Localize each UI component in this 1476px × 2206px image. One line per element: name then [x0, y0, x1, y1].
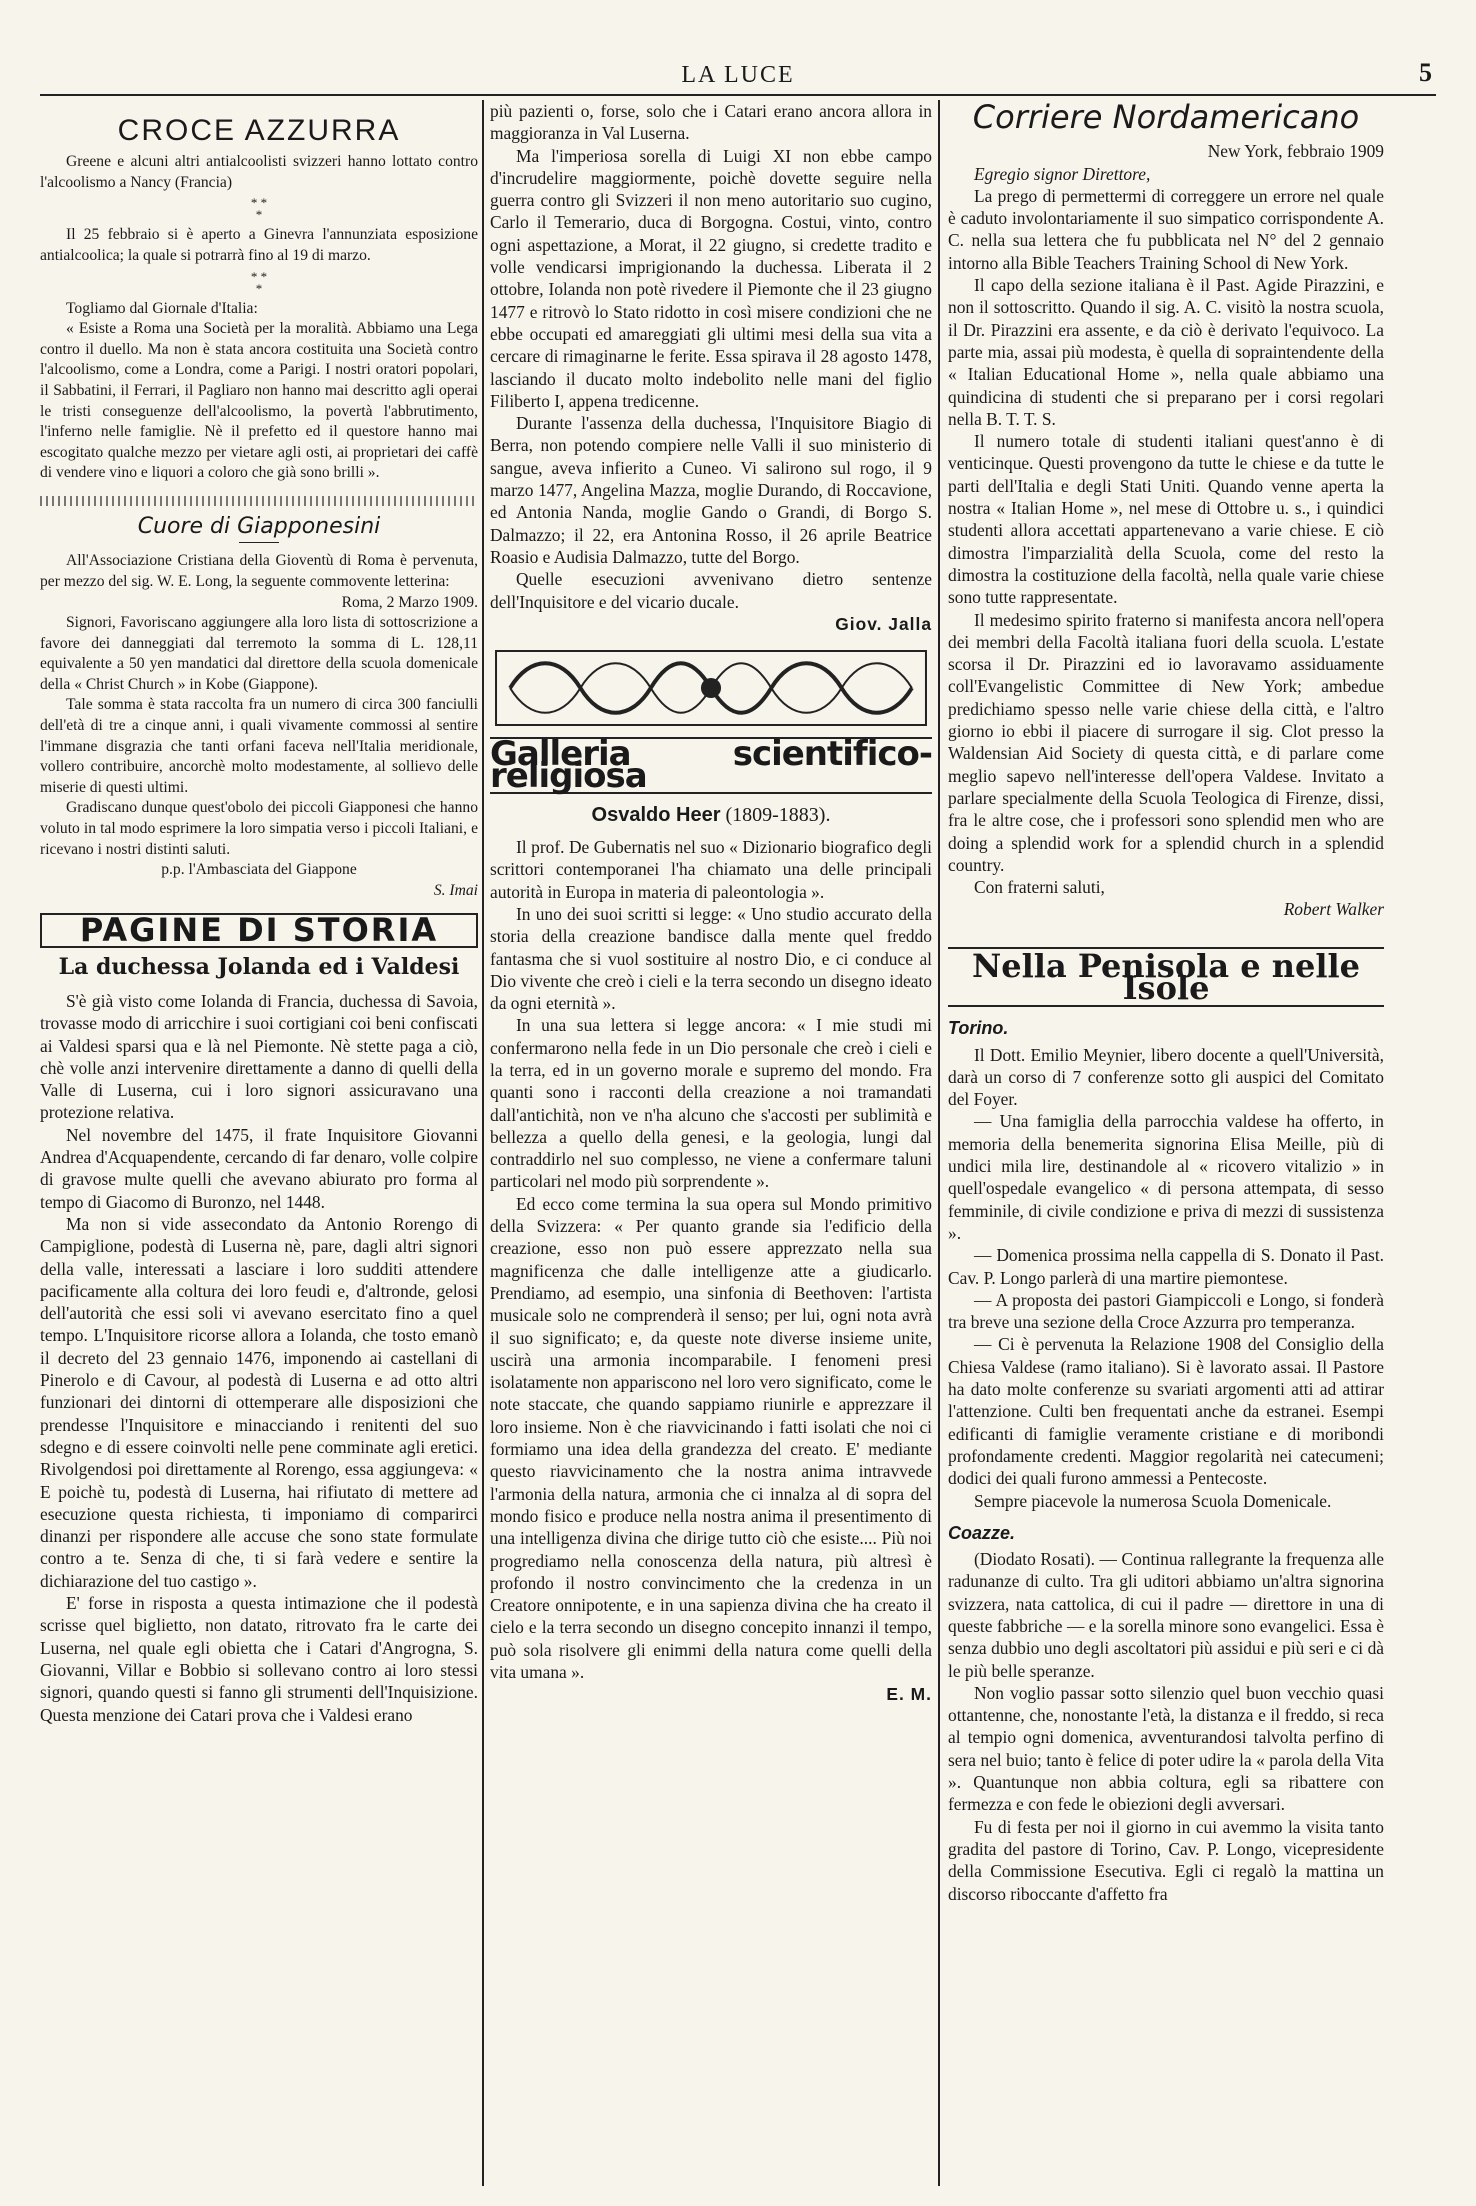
signature: E. M. [886, 1684, 932, 1705]
article-paragraph: E' forse in risposta a questa intimazione che il podestà scrisse quel biglietto, non datato, ritrovato fra le carte dei Luserna, nel quale egli obietta che i Catari d'Angrogna, S. Giovanni, Villar e Bobbio si sollevano contro ai loro stessi signori, quando questi si fanno gli strumenti dell'Inquisizione. Questa menzione dei Catari prova che i Valdesi erano [40, 1593, 478, 1725]
masthead [40, 54, 1436, 96]
galleria-heading: Galleria scientifico-religiosa [490, 734, 932, 797]
wavy-divider [40, 496, 478, 506]
signature: Robert Walker [1283, 899, 1384, 920]
article-paragraph: Gradiscano dunque quest'obolo dei piccoli Giapponesi che hanno voluto in tal modo esprimere la loro simpatia verso i piccoli Italiani, e ricevano i nostri distinti saluti. [40, 799, 478, 858]
column-divider [482, 100, 484, 2186]
ornament-graphic [490, 645, 932, 731]
article-paragraph: S'è già visto come Iolanda di Francia, duchessa di Savoia, trovasse modo di arricchire i suoi cortigiani coi beni confiscati ai Valdesi sparsi qua e là nel Piemonte. Nè stette paga a ciò, chè volle anzi intervenire direttamente a danno di quelli della Valle di Luserna, cui i loro signori assicuravano una protezione relativa. [40, 991, 478, 1123]
section-separator: * * * [250, 268, 268, 296]
article-paragraph: All'Associazione Cristiana della Gioventù di Roma è pervenuta, per mezzo del sig. W. E. Long, la seguente commovente letterina: [40, 552, 478, 590]
article-paragraph: Non voglio passar sotto silenzio quel buon vecchio quasi ottantenne, che, nonostante l'età, la distanza e il freddo, si reca al tempio ogni domenica, avventurandosi talvolta perfino di sera nel buio; tanto è felice di poter udire la « parola della Vita ». Quantunque non abbia coltura, egli sa ribattere con fermezza e con fede le obiezioni degli avversari. [948, 1682, 1384, 1815]
letter-date: Roma, 2 Marzo 1909. [341, 593, 478, 611]
osvaldo-years: (1809-1883). [725, 803, 831, 826]
torino-heading: Torino. [948, 1018, 1009, 1039]
column-1 [40, 100, 478, 2186]
article-paragraph: « Esiste a Roma una Società per la moralità. Abbiamo una Lega contro il duello. Ma non è stata ancora costituita una Società contro l'alcoolismo, come a Londra, come a Parigi. I nostri oratori popolari, il Sabbatini, il Ferrari, il Pagliaro non hanno mai descritto agli operai le tristi conseguenze dell'alcoolismo, la povertà l'abbrutimento, l'inferno nelle famiglie. Nè il prefetto ed il questore hanno mai escogitato qualche mezzo per vietare agli osti, ai proprietari dei caffè di vendere vino e liquori a coloro che già sono brilli ». [40, 320, 478, 482]
article-paragraph: Il capo della sezione italiana è il Past. Agide Pirazzini, e non il sottoscritto. Quando il sig. A. C. visitò la nostra scuola, il Dr. Pirazzini era assente, e da ciò è derivato l'equivoco. La parte mia, assai più modesta, è quella di sopraintendente della « Italian Educational Home », nella quale abbiamo una quindicina di studenti che si preparano per i corsi regolari nella B. T. T. S. [948, 275, 1384, 429]
dateline: New York, febbraio 1909 [1207, 141, 1384, 162]
article-paragraph: La prego di permettermi di correggere un errore nel quale è caduto involontariamente il suo simpatico corrispondente A. C. nella sua lettera che fu pubblicata nel N° del 2 gennaio intorno alla Bible Teachers Training School di New York. [948, 185, 1384, 273]
column-2 [490, 100, 932, 2186]
article-paragraph: Ma l'imperiosa sorella di Luigi XI non ebbe campo d'incrudelire maggiormente, poichè dovette seguire nella guerra contro gli Svizzeri il non meno autoritario suo cugino, Carlo il Temerario, duca di Borgogna. Costui, vinto, contro ogni aspettazione, a Morat, il 22 giugno, si credette tradito e volle vendicarsi imprigionando la duchessa. Liberata il 2 ottobre, Iolanda non potè rivedere il Piemonte che il 23 giugno 1477 e ritrovò lo Stato ridotto in così misere condizioni che ne ebbe occupati ed amareggiati gli ultimi mesi della sua vita a cercare di rimaginarne le ferite. Essa spirava il 28 agosto 1478, lasciando il ducato molto indebolito nelle mani del figlio Filiberto I, appena tredicenne. [490, 145, 932, 411]
page-number: 5 [1419, 58, 1432, 87]
storia-subheading: La duchessa Jolanda ed i Valdesi [58, 953, 460, 980]
osvaldo-heading [490, 804, 932, 826]
article-paragraph: (Diodato Rosati). — Continua rallegrante la frequenza alle radunanze di culto. Tra gli uditori abbiamo un'altra signorina svizzera, nata cattolica, di cui il padre — direttore in una di queste fabbriche — e la sorella minore sono evangelici. Essa è senza dubbio uno degli ascoltatori più assidui e più seri e ci dà le più belle speranze. [948, 1549, 1384, 1681]
article-paragraph: — Una famiglia della parrocchia valdese ha offerto, in memoria della benemerita signorina Elisa Meille, più di undici mila lire, destinandole al « ricovero vitalizio » in quell'ospedale evangelico « di persona attempata, di sesso femminile, di civile condizione e priva di mezzi di sussistenza ». [948, 1111, 1384, 1243]
newspaper-title: LA LUCE [681, 62, 795, 88]
article-paragraph: Sempre piacevole la numerosa Scuola Domenicale. [974, 1490, 1332, 1511]
article-paragraph: Ed ecco come termina la sua opera sul Mondo primitivo della Svizzera: « Per quanto grande sia l'edificio della creazione, esso non può essere apprezzato nella sua magnificenza che dalle intelligenze atte a giudicarlo. Prendiamo, ad esempio, una sinfonia di Beethoven: l'artista musicale solo ne comprenderà il senso; per lui, ogni nota avrà il suo significato; e, da queste note diverse insieme unite, uscirà una armonia incomparabile. I fenomeni presi isolatamente non appariscono nel loro vero significato, come le note staccate, che quando sappiamo riunirle e apprezzare il loro insieme. Non è che riavvicinando i fatti isolati che noi ci formiamo una idea della grandezza del creato. E' mediante questo riavvicinamento che la nostra anima intravvede l'armonia della natura, armonia che ci innalza al di sopra del mondo fisico e produce nella nostra anima il presentimento di una intelligenza divina che dirige tutto ciò che esiste.... Più noi progrediamo nella conoscenza della natura, più altresì è profondo il nostro convincimento che la credenza in un Creatore onnipotente, e in una sapienza divina che ha creato il cielo e la terra secondo un disegno concepito innanzi il tempo, può sola risolvere gli enimmi della natura come quelli della vita umana ». [490, 1193, 932, 1682]
article-paragraph: più pazienti o, forse, solo che i Catari erano ancora allora in maggioranza in Val Luserna. [490, 101, 932, 144]
article-paragraph: Il prof. De Gubernatis nel suo « Dizionario biografico degli scrittori contemporanei l'ha chiamato una delle principali autorità in Europa in materia di paleontologia ». [490, 837, 932, 902]
signature-line: p.p. l'Ambasciata del Giappone [161, 861, 357, 879]
article-paragraph: Il 25 febbraio si è aperto a Ginevra l'annunziata esposizione antialcoolica; la quale si potrarrà fino al 19 di marzo. [40, 226, 478, 265]
decorative-ornament [490, 645, 932, 731]
column-divider [938, 100, 940, 2186]
short-rule [239, 542, 279, 543]
article-paragraph: Durante l'assenza della duchessa, l'Inquisitore Biagio di Berra, non potendo compiere nelle Valli il suo ministerio di sangue, aveva infierito a Cuneo. Vi salirono sul rogo, il 9 marzo 1477, Angelina Mazza, moglie Durando, di Roccavione, ed Antonia Nanda, moglie Gando o Grandi, di Borgo S. Dalmazzo; il 22, era Antonina Rosso, il 26 aprile Beatrice Roasio e Audisia Dalmazzo, tutte del Borgo. [490, 413, 932, 567]
article-paragraph: In uno dei suoi scritti si legge: « Uno studio accurato della storia della creazione bandisce dalla mente quel freddo fantasma che si vuol sostituire al nostro Dio, e ci conduce al Dio vivente che creò i cieli e la terra secondo un disegno ideato da ogni eternità ». [490, 903, 932, 1014]
article-paragraph: Il medesimo spirito fraterno si manifesta ancora nell'opera dei membri della Facoltà italiana fuori della scuola. L'estate scorsa il Dr. Pirazzini ed io lavoravamo assiduamente coll'Evangelistic Committee di New York; ambedue predichiamo spesso nelle varie chiese della città, e l'altro giorno io ebbi il piacere di surrogare il sig. Clot presso la Waldensian Aid Society di questa città, e di parlare come meglio sapevo nell'interesse dell'opera Valdese. Invitato a parlare specialmente della Scuola Teologica di Firenze, dissi, fra le altre cose, che i professori sono splendid men who are doing a splendid work for a splendid church in a splendid country. [948, 609, 1384, 875]
article-paragraph: Nel novembre del 1475, il frate Inquisitore Giovanni Andrea d'Acquapendente, cercando di far denaro, volle colpire di gravose multe quelli che avevano abiurato pro forma al tempo di Giacomo di Buronzo, nel 1448. [40, 1124, 478, 1212]
article-paragraph: — A proposta dei pastori Giampiccoli e Longo, si fonderà tra breve una sezione della Croce Azzurra pro temperanza. [948, 1289, 1384, 1333]
article-paragraph: — Domenica prossima nella cappella di S. Donato il Past. Cav. P. Longo parlerà di una martire piemontese. [948, 1245, 1384, 1288]
closing-line: Con fraterni saluti, [974, 877, 1105, 898]
article-paragraph: In una sua lettera si legge ancora: « I mie studi mi confermarono nella fede in un Dio personale che creò i cieli e la terra, ed in un governo morale e supremo del mondo. Fra quanti sono i racconti della creazione a noi tramandati dall'antichità, non ve n'ha alcuno che s'accosti per sublimità e bellezza a quello della genesi, e la geologia, lungi dal contraddirlo nel suo complesso, ne viene a confermare taluni particolari nel modo più sorprendente ». [490, 1015, 932, 1192]
column-3 [948, 100, 1384, 2186]
article-paragraph: Tale somma è stata raccolta fra un numero di circa 300 fanciulli dell'età di tre a cinque anni, i quali vivamente commossi al sentire l'immane disgrazia che tanti orfani faceva nell'Italia meridionale, vollero contribuire, ancorchè molto modestamente, al sollievo delle miserie di questi ultimi. [40, 696, 478, 796]
article-paragraph: Signori, Favoriscano aggiungere alla loro lista di sottoscrizione a favore dei danneggiati dal terremoto la somma di L. 128,11 equivalente a 50 yen mandatici dal direttore della scuola domenicale della « Christ Church » in Kobe (Giappone). [40, 614, 478, 693]
penisola-heading: Nella Penisola e nelle Isole [948, 947, 1384, 1008]
osvaldo-name: Osvaldo Heer [591, 803, 721, 826]
article-paragraph: Il numero totale di studenti italiani quest'anno è di venticinque. Questi provengono da tutte le chiese e da tutte le parti dell'Italia e degli Stati Uniti. Quando venne aperta la nostra « Italian Home », nel mese di Ottobre u. s., i quindici studenti allora accettati appartenevano a varie chiese. E ciò dimostra l'imparzialità della Scuola, come del resto la dimostra la costituzione della facoltà, nella quale varie chiese sono tutte rappresentate. [948, 431, 1384, 608]
article-paragraph: Ma non si vide assecondato da Antonio Rorengo di Campiglione, podestà di Luserna nè, pare, dagli altri signori della valle, interessati a lasciare i loro sudditi attendere pacificamente alla coltura dei loro feudi e, d'altronde, gelosi dell'autorità che essi soli vi avevano esercitato fino a quel tempo. L'Inquisitore ricorse allora a Iolanda, che tosto emanò il decreto del 23 gennaio 1476, imponendo ai castellani di Pinerolo e di Cavour, al podestà di Luserna e ad otto altri funzionari dei dintorni di ottemperare alle disposizioni che prendesse l'Inquisitore e minacciando i renitenti del suo sdegno e di essere coinvolti nelle pene comminate agli eretici. Rivolgendosi poi direttamente al Rorengo, essa aggiungeva: « E poichè tu, podestà di Luserna, hai rifiutato di mettere ad esecuzione questa richiesta, ti imponiamo di comparirci dinanzi per rispondere alle accuse che sono state formulate contro a te. Senza di che, ti si farà vedere e sentire la dichiarazione del tuo castigo ». [40, 1213, 478, 1591]
corriere-heading: Corriere Nordamericano [972, 100, 1360, 136]
croce-azzurra-heading: CROCE AZZURRA [117, 114, 401, 147]
article-paragraph: Greene e alcuni altri antialcoolisti svizzeri hanno lottato contro l'alcoolismo a Nancy (Francia) [40, 153, 478, 191]
coazze-heading: Coazze. [948, 1522, 1016, 1543]
article-paragraph: — Ci è pervenuta la Relazione 1908 del Consiglio della Chiesa Valdese (ramo italiano). Si è lavorato assai. Il Pastore ha dato molte conferenze su svariati argomenti atti ad attirar l'attenzione. Culti ben frequentati anche da estranei. Esempi edificanti di famiglie veramente cristiane e di moribondi profondamente credenti. Maggior regolarità nei catecumeni; dodici dei quali furono ammessi a Pentecoste. [948, 1334, 1384, 1489]
cuore-heading: Cuore di Giapponesini [137, 514, 381, 540]
signature: S. Imai [433, 881, 478, 899]
salutation: Egregio signor Direttore, [974, 163, 1151, 184]
signature: Giov. Jalla [835, 613, 932, 634]
article-paragraph: Fu di festa per noi il giorno in cui avemmo la visita tanto gradita del pastore di Torino, Cav. P. Longo, vicepresidente della Commissione Esecutiva. Egli ci regalò la mattina un discorso riboccante d'affetto fra [948, 1816, 1384, 1904]
article-paragraph: Togliamo dal Giornale d'Italia: [66, 299, 258, 317]
pagine-di-storia-heading: PAGINE DI STORIA [40, 913, 478, 947]
article-paragraph: Quelle esecuzioni avvenivano dietro sentenze dell'Inquisitore e del vicario ducale. [490, 569, 932, 612]
article-paragraph: Il Dott. Emilio Meynier, libero docente a quell'Università, darà un corso di 7 conferenze sotto gli auspici del Comitato del Foyer. [948, 1044, 1384, 1110]
section-separator: * * * [250, 195, 268, 223]
